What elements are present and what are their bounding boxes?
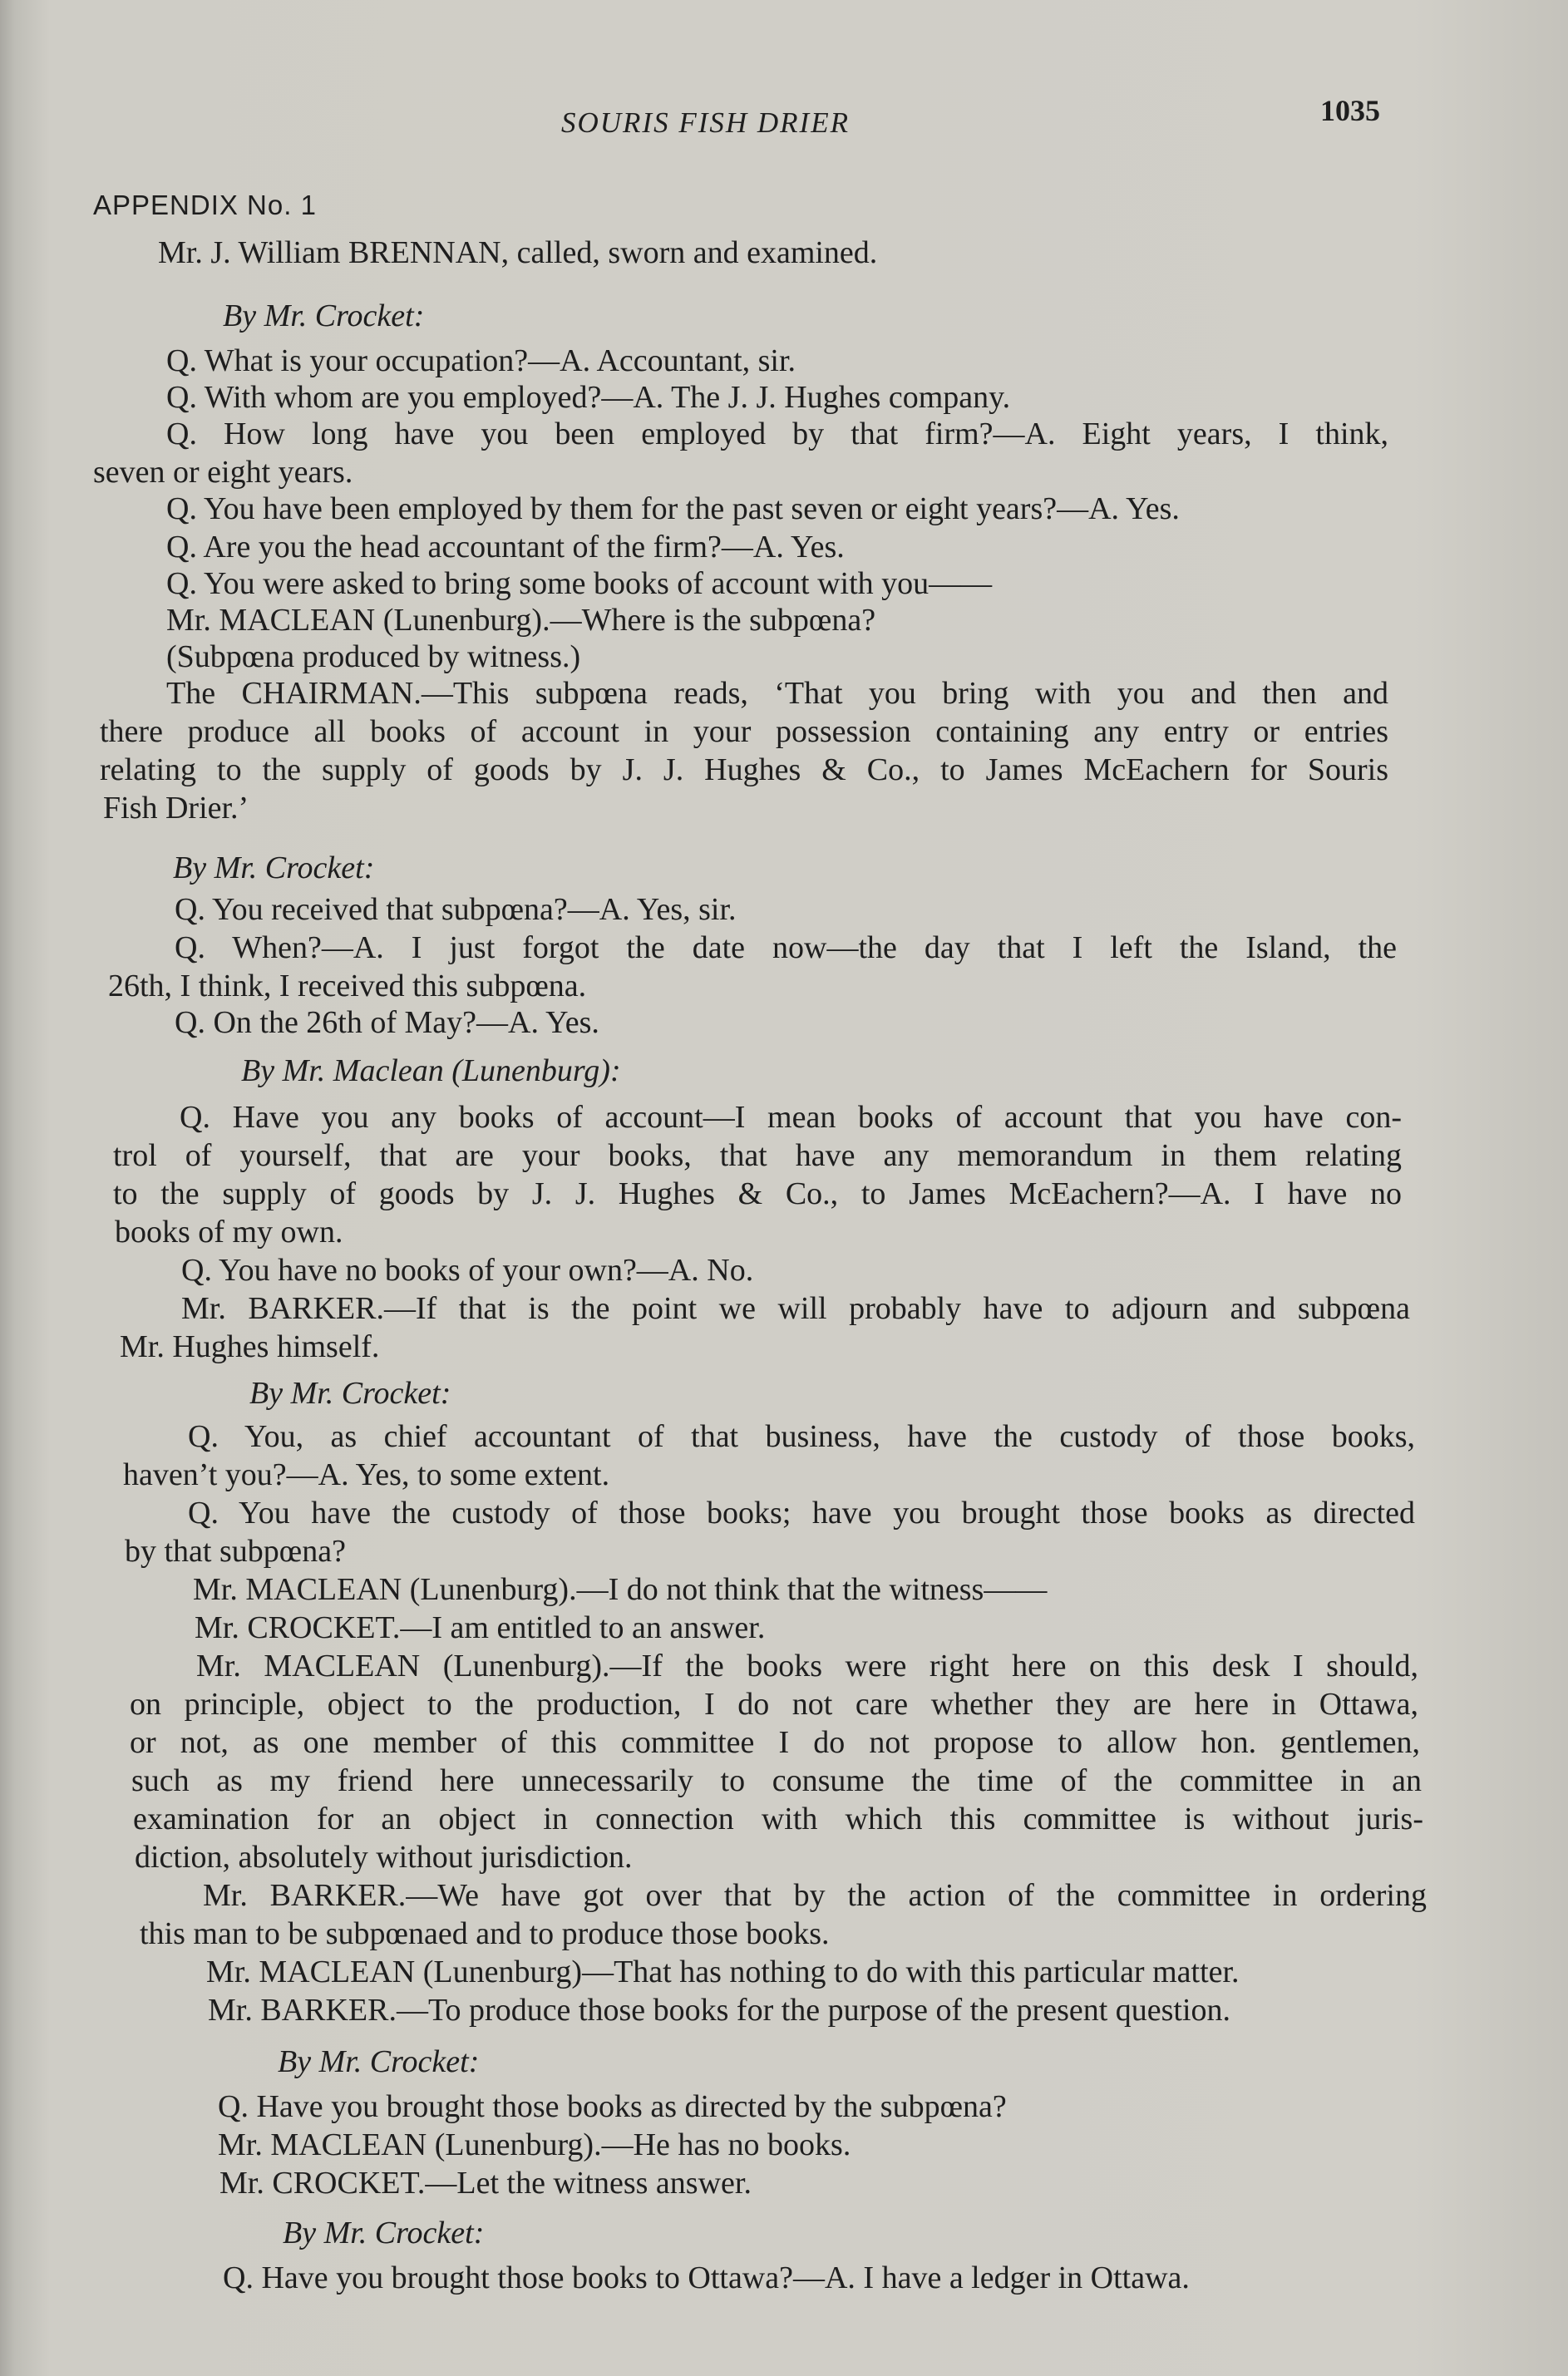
section-heading: By Mr. Crocket: (278, 2044, 480, 2079)
paragraph-line: Mr. MACLEAN (Lunenburg).—He has no books. (218, 2127, 851, 2162)
paragraph-line: Fish Drier.’ (103, 791, 249, 826)
section-heading: By Mr. Crocket: (223, 298, 425, 333)
paragraph-line: Q. What is your occupation?—A. Accountant, sir. (166, 343, 796, 378)
paragraph-line: The CHAIRMAN.—This subpœna reads, ‘That you bring with you and then and (166, 676, 1388, 711)
paragraph-line: trol of yourself, that are your books, that have any memorandum in them relating (113, 1138, 1402, 1173)
paragraph-line: this man to be subpœnaed and to produce those books. (140, 1916, 830, 1951)
section-heading: By Mr. Crocket: (283, 2216, 485, 2250)
paragraph-line: Mr. MACLEAN (Lunenburg).—If the books were right here on this desk I should, (196, 1649, 1418, 1683)
paragraph-line: to the supply of goods by J. J. Hughes & Co., to James McEachern?—A. I have no (113, 1176, 1402, 1211)
section-heading: By Mr. Crocket: (249, 1376, 451, 1411)
paragraph-line: Q. You, as chief accountant of that business, have the custody of those books, (188, 1419, 1415, 1454)
paragraph-line: Q. You have the custody of those books; have you brought those books as directed (188, 1496, 1415, 1531)
paragraph-line: by that subpœna? (125, 1534, 346, 1569)
paragraph-line: Mr. CROCKET.—Let the witness answer. (219, 2166, 752, 2201)
paragraph-line: Q. How long have you been employed by that firm?—A. Eight years, I think, (166, 417, 1388, 451)
paragraph-line: Mr. Hughes himself. (120, 1329, 380, 1364)
paragraph-line: relating to the supply of goods by J. J. Hughes & Co., to James McEachern for Souris (100, 752, 1388, 787)
page-number: 1035 (1320, 94, 1380, 127)
paragraph-line: haven’t you?—A. Yes, to some extent. (123, 1457, 610, 1492)
appendix-label: APPENDIX No. 1 (93, 190, 317, 220)
paragraph-line: diction, absolutely without jurisdiction. (135, 1840, 633, 1875)
paragraph-line: Q. With whom are you employed?—A. The J. J. Hughes company. (166, 380, 1011, 415)
paragraph-line: Mr. MACLEAN (Lunenburg).—Where is the subpœna? (166, 603, 876, 638)
paragraph-line: Q. You have no books of your own?—A. No. (181, 1253, 754, 1288)
paragraph-line: Q. Have you brought those books as directed by the subpœna? (218, 2089, 1007, 2124)
section-heading: By Mr. Maclean (Lunenburg): (241, 1053, 621, 1088)
paragraph-line: 26th, I think, I received this subpœna. (108, 969, 587, 1003)
paragraph-line: Mr. BARKER.—If that is the point we will probably have to adjourn and subpœna (181, 1291, 1410, 1326)
witness-intro: Mr. J. William BRENNAN, called, sworn and examined. (158, 235, 878, 270)
paragraph-line: Q. Have you any books of account—I mean books of account that you have con- (180, 1100, 1402, 1135)
paragraph-line: Q. You have been employed by them for the past seven or eight years?—A. Yes. (166, 491, 1180, 526)
paragraph-line: or not, as one member of this committee I do not propose to allow hon. gentlemen, (130, 1725, 1420, 1760)
paragraph-line: Q. Have you brought those books to Ottawa?—A. I have a ledger in Ottawa. (223, 2260, 1190, 2295)
paragraph-line: Mr. MACLEAN (Lunenburg)—That has nothing to do with this particular matter. (206, 1955, 1240, 1989)
paragraph-line: seven or eight years. (93, 455, 353, 490)
paragraph-line: Mr. CROCKET.—I am entitled to an answer. (195, 1610, 766, 1645)
paragraph-line: there produce all books of account in your possession containing any entry or entries (100, 714, 1388, 749)
paragraph-line: (Subpœna produced by witness.) (166, 639, 581, 674)
paragraph-line: examination for an object in connection with which this committee is without juris- (133, 1802, 1423, 1836)
running-title: SOURIS FISH DRIER (561, 106, 850, 139)
paragraph-line: Mr. MACLEAN (Lunenburg).—I do not think that the witness—— (193, 1572, 1048, 1607)
paragraph-line: Q. Are you the head accountant of the firm?—A. Yes. (166, 530, 845, 564)
paragraph-line: Q. You were asked to bring some books of account with you—— (166, 566, 993, 601)
paragraph-line: Mr. BARKER.—To produce those books for the purpose of the present question. (208, 1993, 1231, 2028)
paragraph-line: books of my own. (115, 1215, 343, 1250)
paragraph-line: on principle, object to the production, I do not care whether they are here in Ottawa, (130, 1687, 1418, 1722)
paragraph-line: Q. When?—A. I just forgot the date now—the day that I left the Island, the (175, 930, 1397, 965)
section-heading: By Mr. Crocket: (173, 850, 375, 885)
paragraph-line: such as my friend here unnecessarily to consume the time of the committee in an (131, 1763, 1422, 1798)
paragraph-line: Q. On the 26th of May?—A. Yes. (175, 1005, 599, 1040)
paragraph-line: Q. You received that subpœna?—A. Yes, sir. (175, 892, 737, 927)
paragraph-line: Mr. BARKER.—We have got over that by the action of the committee in ordering (203, 1878, 1427, 1913)
